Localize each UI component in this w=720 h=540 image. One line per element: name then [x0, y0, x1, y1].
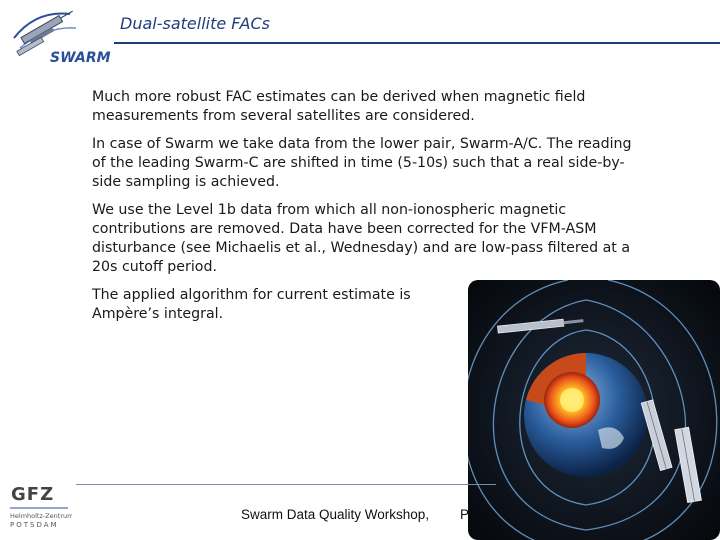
paragraph-1: Much more robust FAC estimates can be derived when magnetic field measurements from several satellites are considered. [92, 89, 586, 124]
slide-title: Dual-satellite FACs [120, 14, 270, 33]
footer-page-fragment: P [460, 507, 470, 522]
gfz-logo-city: POTSDAM [10, 521, 59, 529]
swarm-logo [6, 4, 116, 68]
footer-event-text: Swarm Data Quality Workshop, [241, 507, 430, 522]
gfz-logo-subtitle: Helmholtz-Zentrum [10, 512, 72, 520]
gfz-logo-text: GFZ [11, 484, 55, 505]
paragraph-3: We use the Level 1b data from which all non-ionospheric magnetic contributions are removed. Data have been corrected for the VFM-ASM disturbance (see Michaelis et al., Wednesday) and are low-pass filtered at a 20s cutoff period. [92, 202, 631, 275]
gfz-logo [6, 480, 72, 536]
earth-field-illustration [468, 280, 720, 540]
title-underline [114, 42, 720, 44]
paragraph-2: In case of Swarm we take data from the lower pair, Swarm-A/C. The reading of the leading Swarm-C are shifted in time (5-10s) such that a real side-by-side sampling is achieved. [92, 136, 632, 190]
swarm-logo-text: SWARM [50, 50, 111, 66]
footer-rule [76, 484, 496, 485]
paragraph-4: The applied algorithm for current estimate is Ampère’s integral. [92, 287, 411, 322]
